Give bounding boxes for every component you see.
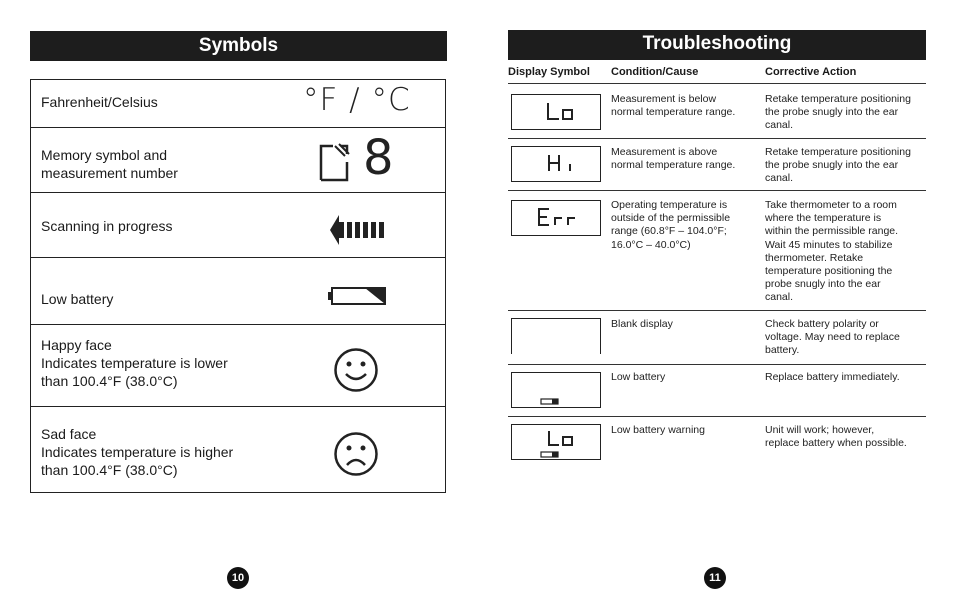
lcd-display-lo bbox=[511, 94, 601, 130]
action-cell: Take thermometer to a room where the temperature is within the permissible range. Wait 45 minutes to stabilize thermometer. Retake temperature positioning the probe snugly into the ear canal. bbox=[765, 199, 899, 304]
lo-low-battery-icon bbox=[512, 425, 600, 459]
table-divider bbox=[508, 310, 926, 311]
memory-icon bbox=[319, 142, 369, 182]
condition-cell: Measurement is above normal temperature range. bbox=[611, 146, 736, 172]
page-number: 10 bbox=[227, 567, 249, 589]
symbol-row bbox=[31, 80, 445, 128]
action-cell: Unit will work; however, replace battery when possible. bbox=[765, 424, 907, 450]
troubleshooting-heading: Troubleshooting bbox=[508, 30, 926, 60]
lo-segment-icon bbox=[512, 95, 600, 129]
symbol-label: Happy face Indicates temperature is lower than 100.4°F (38.0°C) bbox=[41, 337, 228, 389]
fahrenheit-celsius-icon: °F / °C bbox=[303, 82, 411, 118]
table-divider bbox=[508, 83, 926, 84]
low-battery-icon bbox=[512, 373, 600, 407]
low-battery-icon bbox=[327, 286, 387, 306]
table-divider bbox=[508, 190, 926, 191]
symbol-label: Scanning in progress bbox=[41, 218, 173, 234]
action-cell: Replace battery immediately. bbox=[765, 371, 900, 383]
symbol-row bbox=[31, 258, 445, 325]
condition-cell: Low battery warning bbox=[611, 424, 705, 436]
lcd-display-err bbox=[511, 200, 601, 236]
symbols-table bbox=[30, 79, 446, 493]
table-divider bbox=[508, 364, 926, 365]
action-cell: Retake temperature positioning the probe snugly into the ear canal. bbox=[765, 146, 911, 185]
condition-cell: Blank display bbox=[611, 318, 673, 330]
table-divider bbox=[508, 416, 926, 417]
happy-face-icon bbox=[333, 347, 379, 393]
lcd-display-blank bbox=[511, 318, 601, 354]
action-cell: Retake temperature positioning the probe snugly into the ear canal. bbox=[765, 93, 911, 132]
symbol-row bbox=[31, 407, 445, 493]
lcd-display-low-battery bbox=[511, 372, 601, 408]
column-header-display-symbol: Display Symbol bbox=[508, 66, 590, 78]
symbol-label: Fahrenheit/Celsius bbox=[41, 94, 158, 110]
hi-segment-icon bbox=[512, 147, 600, 181]
symbol-row bbox=[31, 193, 445, 258]
symbol-label: Sad face Indicates temperature is higher than 100.4°F (38.0°C) bbox=[41, 426, 234, 478]
lcd-display-hi bbox=[511, 146, 601, 182]
scanning-icon bbox=[329, 213, 387, 247]
symbols-heading: Symbols bbox=[30, 31, 447, 61]
table-divider bbox=[508, 138, 926, 139]
condition-cell: Operating temperature is outside of the permissible range (60.8°F – 104.0°F; 16.0°C – 40.0°C) bbox=[611, 199, 731, 251]
column-header-action: Corrective Action bbox=[765, 66, 857, 78]
symbol-label: Memory symbol and measurement number bbox=[41, 147, 178, 181]
condition-cell: Measurement is below normal temperature range. bbox=[611, 93, 736, 119]
condition-cell: Low battery bbox=[611, 371, 666, 383]
symbol-row bbox=[31, 325, 445, 407]
column-header-condition: Condition/Cause bbox=[611, 66, 699, 78]
sad-face-icon bbox=[333, 431, 379, 477]
symbol-row bbox=[31, 128, 445, 193]
err-segment-icon bbox=[512, 201, 600, 235]
measurement-number-digit: 8 bbox=[363, 130, 394, 186]
page-number: 11 bbox=[704, 567, 726, 589]
action-cell: Check battery polarity or voltage. May need to replace battery. bbox=[765, 318, 900, 357]
symbol-label: Low battery bbox=[41, 291, 114, 307]
lcd-display-lo-low-battery bbox=[511, 424, 601, 460]
